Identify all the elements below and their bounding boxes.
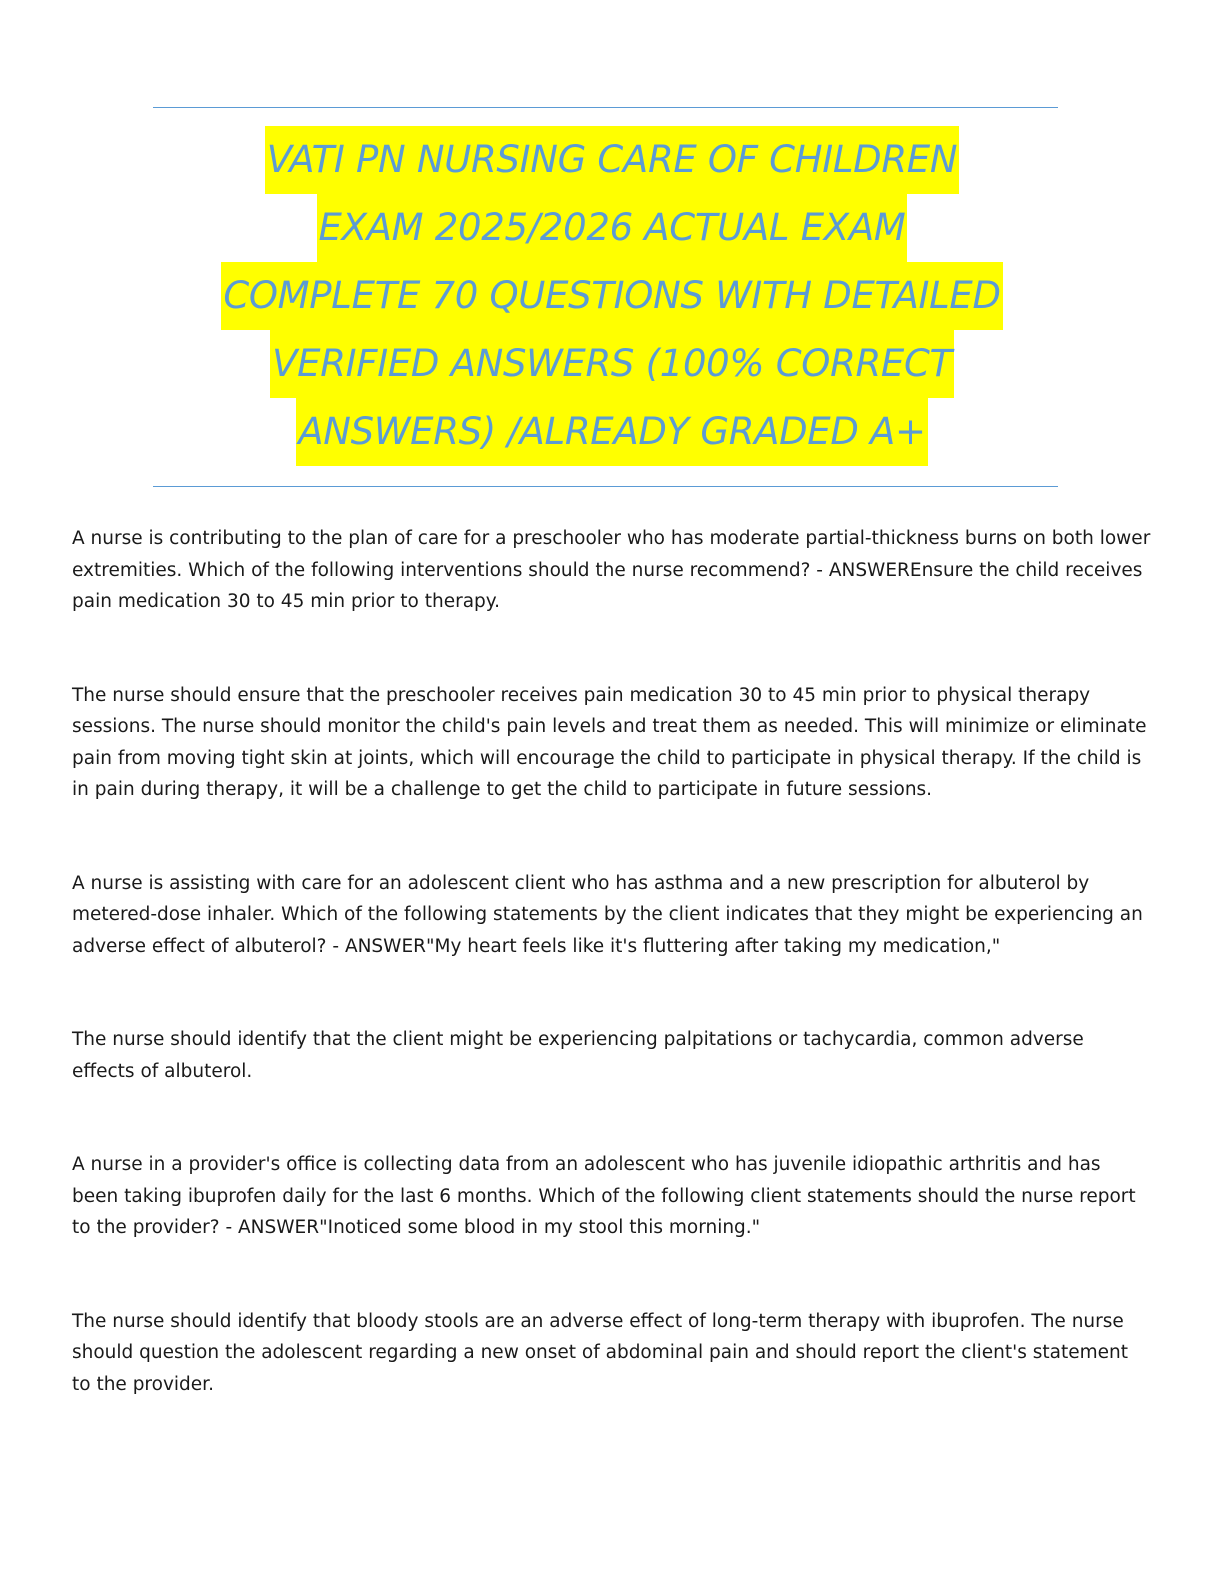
document-title: [100, 126, 1124, 466]
question-paragraph: A nurse is assisting with care for an adolescent client who has asthma and a new prescription for albuterol by metered-dose inhaler. Which of the following statements by the client indicates that they might be experiencing an adverse effect of albuterol? - ANSWER"My heart feels like it's fluttering after taking my medication,": [72, 872, 1143, 957]
rationale-paragraph: The nurse should identify that bloody stools are an adverse effect of long-term therapy with ibuprofen. The nurse should question the adolescent regarding a new onset of abdominal pain and should report the client's statement to the provider.: [72, 1310, 1128, 1395]
document-body: [72, 523, 1152, 1400]
rationale-paragraph: The nurse should ensure that the preschooler receives pain medication 30 to 45 min prior to physical therapy sessions. The nurse should monitor the child's pain levels and treat them as needed. This will minimize or eliminate pain from moving tight skin at joints, which will encourage the child to participate in physical therapy. If the child is in pain during therapy, it will be a challenge to get the child to participate in future sessions.: [72, 684, 1147, 800]
rationale-paragraph: The nurse should identify that the client might be experiencing palpitations or tachycardia, common adverse effects of albuterol.: [72, 1029, 1084, 1082]
title-bottom-rule: [153, 486, 1058, 487]
title-line: COMPLETE 70 QUESTIONS WITH DETAILED: [221, 262, 1002, 330]
title-line: ANSWERS) /ALREADY GRADED A+: [296, 398, 928, 466]
title-line: VERIFIED ANSWERS (100% CORRECT: [270, 330, 954, 398]
title-top-rule: [153, 107, 1058, 108]
title-line: VATI PN NURSING CARE OF CHILDREN: [265, 126, 959, 194]
question-paragraph: A nurse is contributing to the plan of care for a preschooler who has moderate partial-thickness burns on both lower extremities. Which of the following interventions should the nurse recommend? - ANSWEREnsure the child receives pain medication 30 to 45 min prior to therapy.: [72, 528, 1151, 612]
question-paragraph: A nurse in a provider's office is collecting data from an adolescent who has juvenile idiopathic arthritis and has been taking ibuprofen daily for the last 6 months. Which of the following client statements should the nurse report to the provider? - ANSWER"Inoticed some blood in my stool this morning.": [72, 1154, 1136, 1238]
title-line: EXAM 2025/2026 ACTUAL EXAM: [317, 194, 908, 262]
